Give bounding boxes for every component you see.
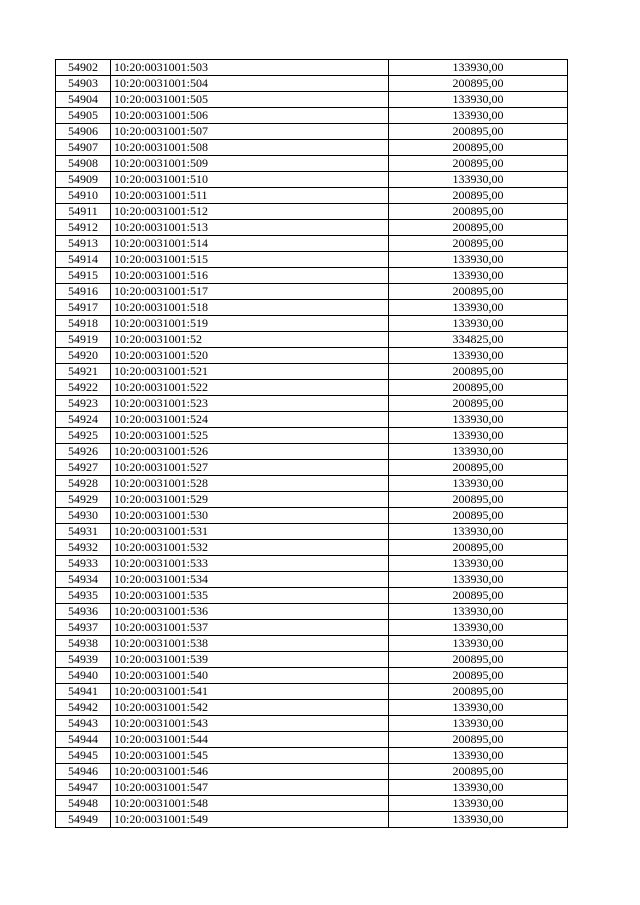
cadastral-value-cell: 200895,00 (389, 204, 568, 220)
table-row (56, 444, 568, 460)
cadastral-value-cell: 133930,00 (389, 92, 568, 108)
row-number-cell: 54939 (56, 652, 111, 668)
cadastral-number-cell: 10:20:0031001:518 (111, 300, 389, 316)
cadastral-number-cell: 10:20:0031001:511 (111, 188, 389, 204)
table-row (56, 332, 568, 348)
cadastral-value-cell: 133930,00 (389, 428, 568, 444)
row-number-cell: 54925 (56, 428, 111, 444)
table-row (56, 252, 568, 268)
cadastral-number-cell: 10:20:0031001:507 (111, 124, 389, 140)
cadastral-value-cell: 200895,00 (389, 588, 568, 604)
cadastral-value-cell: 133930,00 (389, 716, 568, 732)
cadastral-number-cell: 10:20:0031001:546 (111, 764, 389, 780)
table-row (56, 172, 568, 188)
table-row (56, 636, 568, 652)
table-row (56, 732, 568, 748)
table-row (56, 124, 568, 140)
cadastral-value-cell: 133930,00 (389, 172, 568, 188)
cadastral-number-cell: 10:20:0031001:529 (111, 492, 389, 508)
row-number-cell: 54947 (56, 780, 111, 796)
row-number-cell: 54913 (56, 236, 111, 252)
cadastral-number-cell: 10:20:0031001:535 (111, 588, 389, 604)
cadastral-number-cell: 10:20:0031001:505 (111, 92, 389, 108)
cadastral-value-cell: 133930,00 (389, 444, 568, 460)
cadastral-number-cell: 10:20:0031001:520 (111, 348, 389, 364)
cadastral-value-cell: 133930,00 (389, 700, 568, 716)
row-number-cell: 54906 (56, 124, 111, 140)
row-number-cell: 54930 (56, 508, 111, 524)
table-row (56, 684, 568, 700)
table-row (56, 188, 568, 204)
table-row (56, 156, 568, 172)
table-row (56, 572, 568, 588)
cadastral-number-cell: 10:20:0031001:523 (111, 396, 389, 412)
cadastral-value-cell: 200895,00 (389, 364, 568, 380)
cadastral-value-cell: 133930,00 (389, 556, 568, 572)
table-row (56, 268, 568, 284)
cadastral-number-cell: 10:20:0031001:515 (111, 252, 389, 268)
cadastral-number-cell: 10:20:0031001:521 (111, 364, 389, 380)
row-number-cell: 54904 (56, 92, 111, 108)
cadastral-value-cell: 133930,00 (389, 524, 568, 540)
row-number-cell: 54903 (56, 76, 111, 92)
row-number-cell: 54948 (56, 796, 111, 812)
cadastral-value-cell: 200895,00 (389, 460, 568, 476)
row-number-cell: 54916 (56, 284, 111, 300)
table-row (56, 380, 568, 396)
cadastral-number-cell: 10:20:0031001:509 (111, 156, 389, 172)
table-row (56, 412, 568, 428)
row-number-cell: 54907 (56, 140, 111, 156)
cadastral-value-cell: 200895,00 (389, 76, 568, 92)
cadastral-number-cell: 10:20:0031001:531 (111, 524, 389, 540)
row-number-cell: 54922 (56, 380, 111, 396)
cadastral-number-cell: 10:20:0031001:526 (111, 444, 389, 460)
cadastral-value-cell: 133930,00 (389, 780, 568, 796)
cadastral-value-cell: 133930,00 (389, 412, 568, 428)
table-row (56, 796, 568, 812)
table-row (56, 460, 568, 476)
cadastral-value-cell: 200895,00 (389, 684, 568, 700)
cadastral-number-cell: 10:20:0031001:533 (111, 556, 389, 572)
cadastral-value-cell: 133930,00 (389, 812, 568, 828)
row-number-cell: 54946 (56, 764, 111, 780)
table-row (56, 524, 568, 540)
row-number-cell: 54931 (56, 524, 111, 540)
cadastral-number-cell: 10:20:0031001:503 (111, 60, 389, 76)
cadastral-number-cell: 10:20:0031001:52 (111, 332, 389, 348)
table-row (56, 300, 568, 316)
table-row (56, 364, 568, 380)
cadastral-value-cell: 200895,00 (389, 540, 568, 556)
table-body (56, 60, 568, 828)
cadastral-value-cell: 133930,00 (389, 604, 568, 620)
row-number-cell: 54919 (56, 332, 111, 348)
row-number-cell: 54929 (56, 492, 111, 508)
row-number-cell: 54933 (56, 556, 111, 572)
cadastral-number-cell: 10:20:0031001:528 (111, 476, 389, 492)
row-number-cell: 54927 (56, 460, 111, 476)
cadastral-number-cell: 10:20:0031001:547 (111, 780, 389, 796)
cadastral-number-cell: 10:20:0031001:514 (111, 236, 389, 252)
cadastral-value-cell: 133930,00 (389, 316, 568, 332)
table-row (56, 668, 568, 684)
cadastral-number-cell: 10:20:0031001:517 (111, 284, 389, 300)
table-row (56, 700, 568, 716)
cadastral-number-cell: 10:20:0031001:504 (111, 76, 389, 92)
row-number-cell: 54936 (56, 604, 111, 620)
cadastral-value-cell: 200895,00 (389, 124, 568, 140)
row-number-cell: 54924 (56, 412, 111, 428)
cadastral-number-cell: 10:20:0031001:537 (111, 620, 389, 636)
row-number-cell: 54908 (56, 156, 111, 172)
row-number-cell: 54937 (56, 620, 111, 636)
table-row (56, 108, 568, 124)
cadastral-number-cell: 10:20:0031001:525 (111, 428, 389, 444)
row-number-cell: 54905 (56, 108, 111, 124)
cadastral-number-cell: 10:20:0031001:544 (111, 732, 389, 748)
row-number-cell: 54949 (56, 812, 111, 828)
cadastral-value-cell: 133930,00 (389, 252, 568, 268)
table-row (56, 60, 568, 76)
row-number-cell: 54935 (56, 588, 111, 604)
table-row (56, 540, 568, 556)
cadastral-number-cell: 10:20:0031001:513 (111, 220, 389, 236)
cadastral-value-cell: 200895,00 (389, 156, 568, 172)
row-number-cell: 54942 (56, 700, 111, 716)
table-row (56, 140, 568, 156)
table-row (56, 236, 568, 252)
row-number-cell: 54912 (56, 220, 111, 236)
table-row (56, 652, 568, 668)
cadastral-value-cell: 133930,00 (389, 476, 568, 492)
table-row (56, 508, 568, 524)
cadastral-value-cell: 200895,00 (389, 236, 568, 252)
row-number-cell: 54914 (56, 252, 111, 268)
table-row (56, 556, 568, 572)
table-row (56, 428, 568, 444)
cadastral-number-cell: 10:20:0031001:536 (111, 604, 389, 620)
cadastral-number-cell: 10:20:0031001:540 (111, 668, 389, 684)
cadastral-value-cell: 200895,00 (389, 652, 568, 668)
row-number-cell: 54917 (56, 300, 111, 316)
cadastral-value-cell: 200895,00 (389, 140, 568, 156)
row-number-cell: 54934 (56, 572, 111, 588)
cadastral-number-cell: 10:20:0031001:543 (111, 716, 389, 732)
cadastral-value-cell: 200895,00 (389, 188, 568, 204)
cadastral-value-cell: 133930,00 (389, 60, 568, 76)
cadastral-value-cell: 200895,00 (389, 284, 568, 300)
cadastral-value-table (55, 59, 568, 828)
cadastral-value-cell: 200895,00 (389, 492, 568, 508)
cadastral-number-cell: 10:20:0031001:516 (111, 268, 389, 284)
cadastral-value-cell: 133930,00 (389, 636, 568, 652)
row-number-cell: 54910 (56, 188, 111, 204)
cadastral-value-cell: 133930,00 (389, 108, 568, 124)
table-row (56, 92, 568, 108)
cadastral-value-cell: 133930,00 (389, 620, 568, 636)
cadastral-number-cell: 10:20:0031001:542 (111, 700, 389, 716)
cadastral-number-cell: 10:20:0031001:530 (111, 508, 389, 524)
cadastral-value-cell: 200895,00 (389, 668, 568, 684)
cadastral-number-cell: 10:20:0031001:508 (111, 140, 389, 156)
table-row (56, 764, 568, 780)
cadastral-number-cell: 10:20:0031001:545 (111, 748, 389, 764)
cadastral-number-cell: 10:20:0031001:512 (111, 204, 389, 220)
cadastral-value-cell: 133930,00 (389, 796, 568, 812)
row-number-cell: 54915 (56, 268, 111, 284)
cadastral-value-cell: 133930,00 (389, 348, 568, 364)
row-number-cell: 54909 (56, 172, 111, 188)
row-number-cell: 54920 (56, 348, 111, 364)
cadastral-value-cell: 200895,00 (389, 396, 568, 412)
table-row (56, 748, 568, 764)
cadastral-value-cell: 200895,00 (389, 732, 568, 748)
cadastral-value-cell: 133930,00 (389, 572, 568, 588)
table-row (56, 716, 568, 732)
table-row (56, 316, 568, 332)
row-number-cell: 54941 (56, 684, 111, 700)
row-number-cell: 54938 (56, 636, 111, 652)
cadastral-number-cell: 10:20:0031001:541 (111, 684, 389, 700)
row-number-cell: 54921 (56, 364, 111, 380)
row-number-cell: 54928 (56, 476, 111, 492)
cadastral-value-cell: 133930,00 (389, 748, 568, 764)
row-number-cell: 54911 (56, 204, 111, 220)
cadastral-number-cell: 10:20:0031001:532 (111, 540, 389, 556)
row-number-cell: 54926 (56, 444, 111, 460)
table-row (56, 348, 568, 364)
row-number-cell: 54902 (56, 60, 111, 76)
row-number-cell: 54940 (56, 668, 111, 684)
row-number-cell: 54932 (56, 540, 111, 556)
table-row (56, 620, 568, 636)
table-row (56, 604, 568, 620)
row-number-cell: 54923 (56, 396, 111, 412)
cadastral-number-cell: 10:20:0031001:548 (111, 796, 389, 812)
cadastral-number-cell: 10:20:0031001:510 (111, 172, 389, 188)
cadastral-number-cell: 10:20:0031001:549 (111, 812, 389, 828)
row-number-cell: 54944 (56, 732, 111, 748)
cadastral-number-cell: 10:20:0031001:506 (111, 108, 389, 124)
row-number-cell: 54945 (56, 748, 111, 764)
table-row (56, 476, 568, 492)
table-row (56, 780, 568, 796)
cadastral-number-cell: 10:20:0031001:539 (111, 652, 389, 668)
table-row (56, 396, 568, 412)
cadastral-number-cell: 10:20:0031001:522 (111, 380, 389, 396)
cadastral-value-cell: 200895,00 (389, 380, 568, 396)
cadastral-value-cell: 334825,00 (389, 332, 568, 348)
cadastral-number-cell: 10:20:0031001:527 (111, 460, 389, 476)
row-number-cell: 54918 (56, 316, 111, 332)
table-row (56, 204, 568, 220)
cadastral-number-cell: 10:20:0031001:519 (111, 316, 389, 332)
table-row (56, 812, 568, 828)
cadastral-value-cell: 200895,00 (389, 220, 568, 236)
table-row (56, 284, 568, 300)
table-row (56, 588, 568, 604)
cadastral-number-cell: 10:20:0031001:534 (111, 572, 389, 588)
cadastral-value-cell: 200895,00 (389, 508, 568, 524)
table-row (56, 220, 568, 236)
row-number-cell: 54943 (56, 716, 111, 732)
cadastral-value-cell: 200895,00 (389, 764, 568, 780)
table-row (56, 76, 568, 92)
cadastral-number-cell: 10:20:0031001:524 (111, 412, 389, 428)
cadastral-number-cell: 10:20:0031001:538 (111, 636, 389, 652)
cadastral-value-cell: 133930,00 (389, 300, 568, 316)
cadastral-value-cell: 133930,00 (389, 268, 568, 284)
table-row (56, 492, 568, 508)
